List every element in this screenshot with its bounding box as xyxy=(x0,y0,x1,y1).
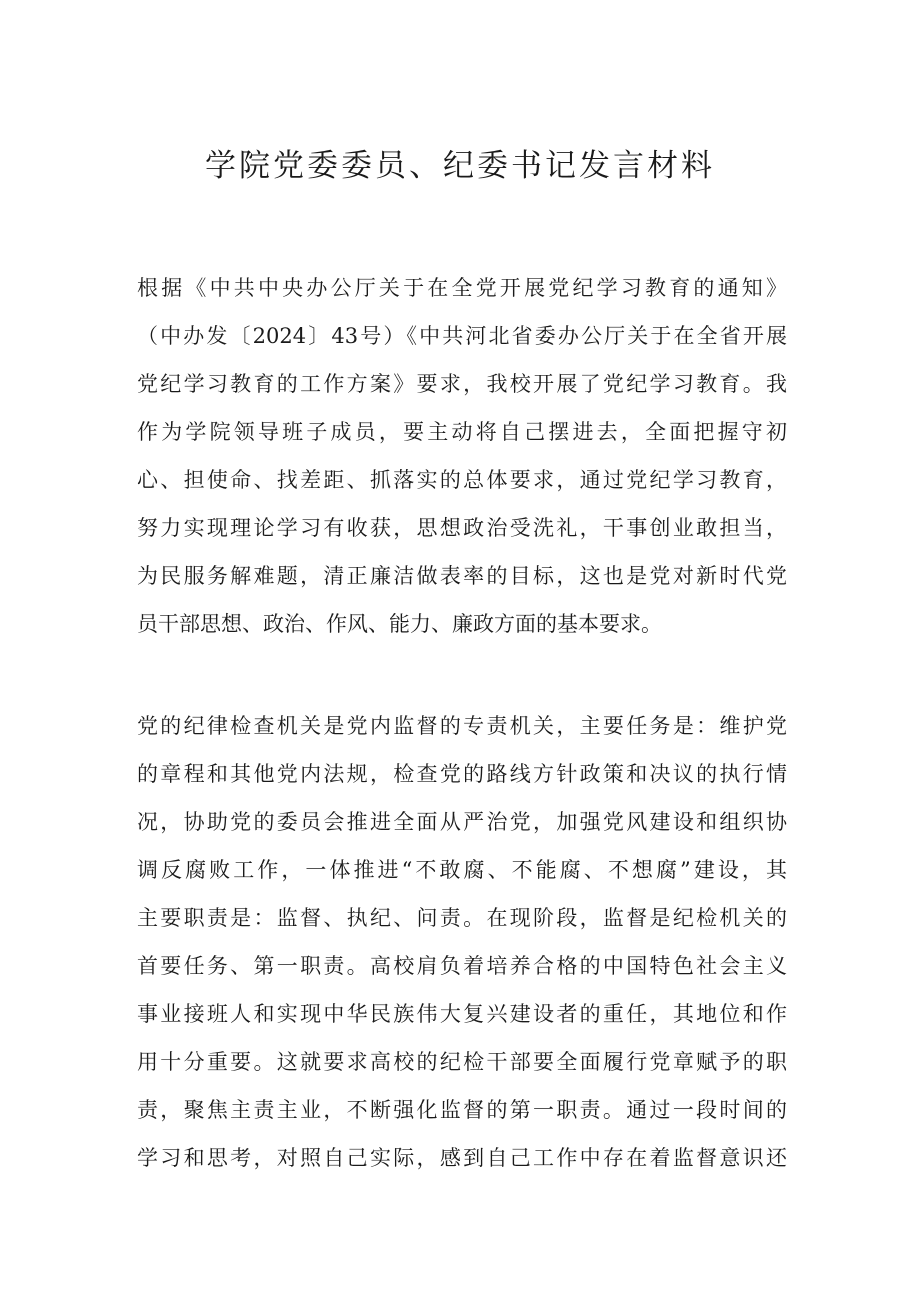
paragraph-line: 用十分重要。这就要求高校的纪检干部要全面履行党章赋予的职 xyxy=(137,1050,787,1074)
paragraph-line: 调反腐败工作，一体推进“不敢腐、不能腐、不想腐”建设，其 xyxy=(137,858,787,882)
paragraph-line: 为民服务解难题，清正廉洁做表率的目标，这也是党对新时代党 xyxy=(137,564,787,588)
paragraph-line: 党的纪律检查机关是党内监督的专责机关，主要任务是：维护党 xyxy=(137,714,787,738)
paragraph-line: 首要任务、第一职责。高校肩负着培养合格的中国特色社会主义 xyxy=(137,954,787,978)
paragraph-line: 员干部思想、政治、作风、能力、廉政方面的基本要求。 xyxy=(137,612,662,636)
paragraph-line: 学习和思考，对照自己实际，感到自己工作中存在着监督意识还 xyxy=(137,1146,787,1170)
paragraph-line: 责，聚焦主责主业，不断强化监督的第一职责。通过一段时间的 xyxy=(137,1098,787,1122)
paragraph-line: 心、担使命、找差距、抓落实的总体要求，通过党纪学习教育， xyxy=(137,468,787,492)
paragraph-line: 主要职责是：监督、执纪、问责。在现阶段，监督是纪检机关的 xyxy=(137,906,787,930)
document-title: 学院党委委员、纪委书记发言材料 xyxy=(205,148,715,184)
paragraph-line: 党纪学习教育的工作方案》要求，我校开展了党纪学习教育。我 xyxy=(137,372,787,396)
paragraph-line: （中办发〔2024〕43号）《中共河北省委办公厅关于在全省开展 xyxy=(137,324,787,348)
paragraph-line: 努力实现理论学习有收获，思想政治受洗礼，干事创业敢担当， xyxy=(137,516,787,540)
paragraph-1 xyxy=(137,264,787,648)
paragraph-line: 作为学院领导班子成员，要主动将自己摆进去，全面把握守初 xyxy=(137,420,787,444)
paragraph-line: 况，协助党的委员会推进全面从严治党，加强党风建设和组织协 xyxy=(137,810,787,834)
paragraph-line: 的章程和其他党内法规，检查党的路线方针政策和决议的执行情 xyxy=(137,762,787,786)
paragraph-2 xyxy=(137,702,787,1182)
paragraph-line: 事业接班人和实现中华民族伟大复兴建设者的重任，其地位和作 xyxy=(137,1002,787,1026)
paragraph-line: 根据《中共中央办公厅关于在全党开展党纪学习教育的通知》 xyxy=(137,276,787,300)
